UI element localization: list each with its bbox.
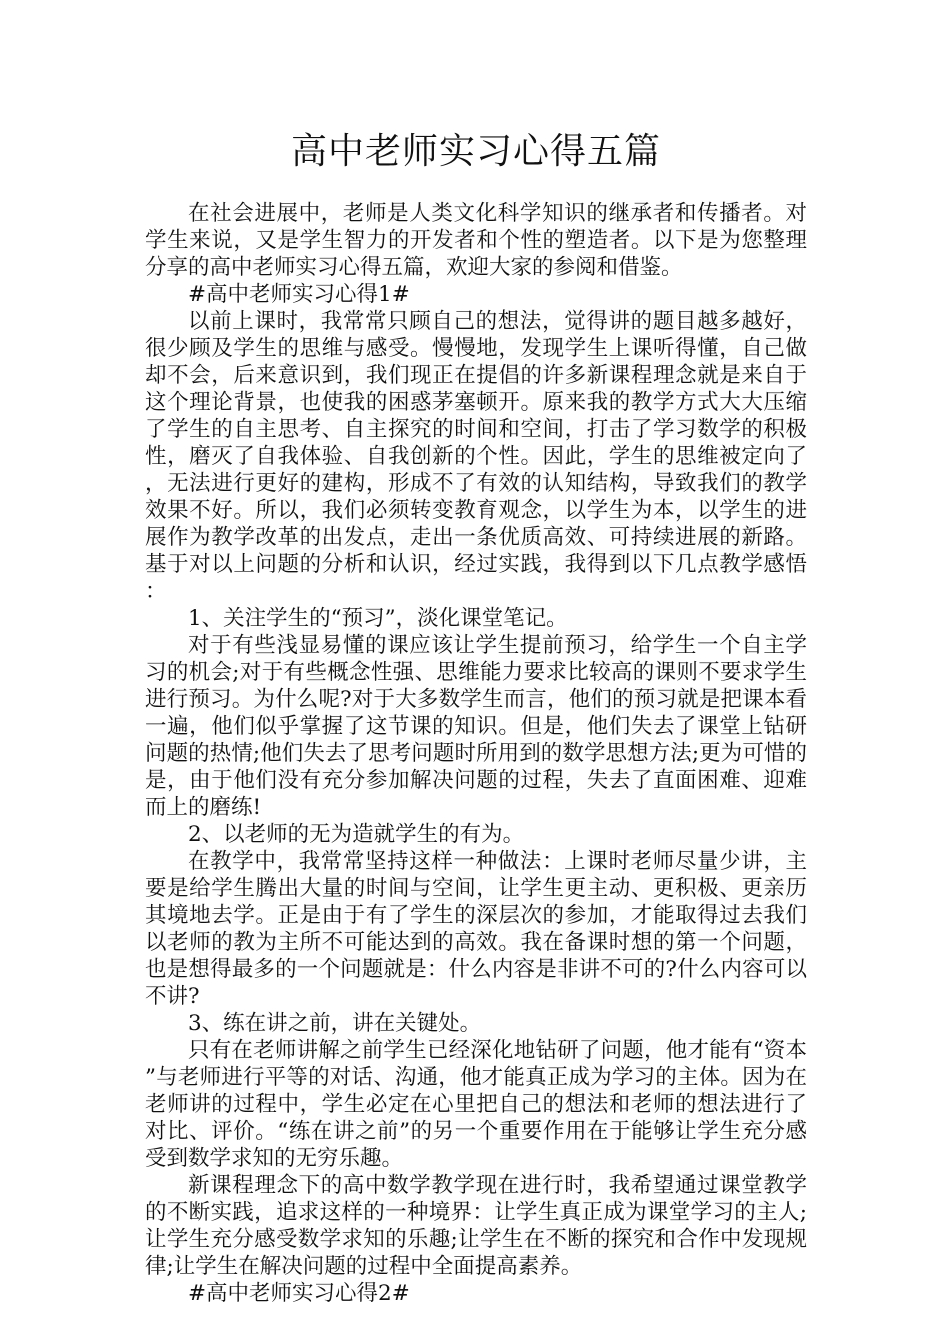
body-paragraph: 只有在老师讲解之前学生已经深化地钻研了问题，他才能有“资本”与老师进行平等的对话、沟通，他才能真正成为学习的主体。因为在老师讲的过程中，学生必定在心里把自己的想法和老师的想法进行了对比、评价。“练在讲之前”的另一个重要作用在于能够让学生充分感受到数学求知的无穷乐趣。 bbox=[145, 1038, 807, 1171]
body-paragraph: 在教学中，我常常坚持这样一种做法：上课时老师尽量少讲，主要是给学生腾出大量的时间与空间，让学生更主动、更积极、更亲历其境地去学。正是由于有了学生的深层次的参加，才能取得过去我们以老师的教为主所不可能达到的高效。我在备课时想的第一个问题，也是想得最多的一个问题就是：什么内容是非讲不可的?什么内容可以不讲? bbox=[145, 849, 807, 1009]
body-paragraph: 以前上课时，我常常只顾自己的想法，觉得讲的题目越多越好，很少顾及学生的思维与感受。慢慢地，发现学生上课听得懂，自己做却不会，后来意识到，我们现正在提倡的许多新课程理念就是来自于这个理论背景，也使我的困惑茅塞顿开。原来我的教学方式大大压缩了学生的自主思考、自主探究的时间和空间，打击了学习数学的积极性，磨灭了自我体验、自我创新的个性。因此，学生的思维被定向了，无法进行更好的建构，形成不了有效的认知结构，导致我们的教学效果不好。所以，我们必须转变教育观念，以学生为本，以学生的进展作为教学改革的出发点，走出一条优质高效、可持续进展的新路。基于对以上问题的分析和认识，经过实践，我得到以下几点教学感悟： bbox=[145, 309, 807, 604]
point-heading-1: 1、关注学生的“预习”，淡化课堂笔记。 bbox=[188, 606, 568, 631]
section-heading-2: #高中老师实习心得2# bbox=[188, 1281, 410, 1306]
point-heading-2: 2、以老师的无为造就学生的有为。 bbox=[188, 822, 525, 847]
section-heading-1: #高中老师实习心得1# bbox=[188, 282, 410, 307]
document-title: 高中老师实习心得五篇 bbox=[290, 131, 661, 172]
point-heading-3: 3、练在讲之前，讲在关键处。 bbox=[188, 1011, 482, 1036]
document-body bbox=[145, 200, 807, 1307]
document-page bbox=[145, 0, 807, 1307]
body-paragraph: 对于有些浅显易懂的课应该让学生提前预习，给学生一个自主学习的机会;对于有些概念性强、思维能力要求比较高的课则不要求学生进行预习。为什么呢?对于大多数学生而言，他们的预习就是把课本看一遍，他们似乎掌握了这节课的知识。但是，他们失去了课堂上钻研问题的热情;他们失去了思考问题时所用到的数学思想方法;更为可惜的是，由于他们没有充分参加解决问题的过程，失去了直面困难、迎难而上的磨练! bbox=[145, 633, 807, 820]
intro-paragraph: 在社会进展中，老师是人类文化科学知识的继承者和传播者。对学生来说，又是学生智力的开发者和个性的塑造者。以下是为您整理分享的高中老师实习心得五篇，欢迎大家的参阅和借鉴。 bbox=[145, 201, 807, 280]
body-paragraph: 新课程理念下的高中数学教学现在进行时，我希望通过课堂教学的不断实践，追求这样的一种境界：让学生真正成为课堂学习的主人;让学生充分感受数学求知的乐趣;让学生在不断的探究和合作中发现规律;让学生在解决问题的过程中全面提高素养。 bbox=[145, 1173, 807, 1279]
